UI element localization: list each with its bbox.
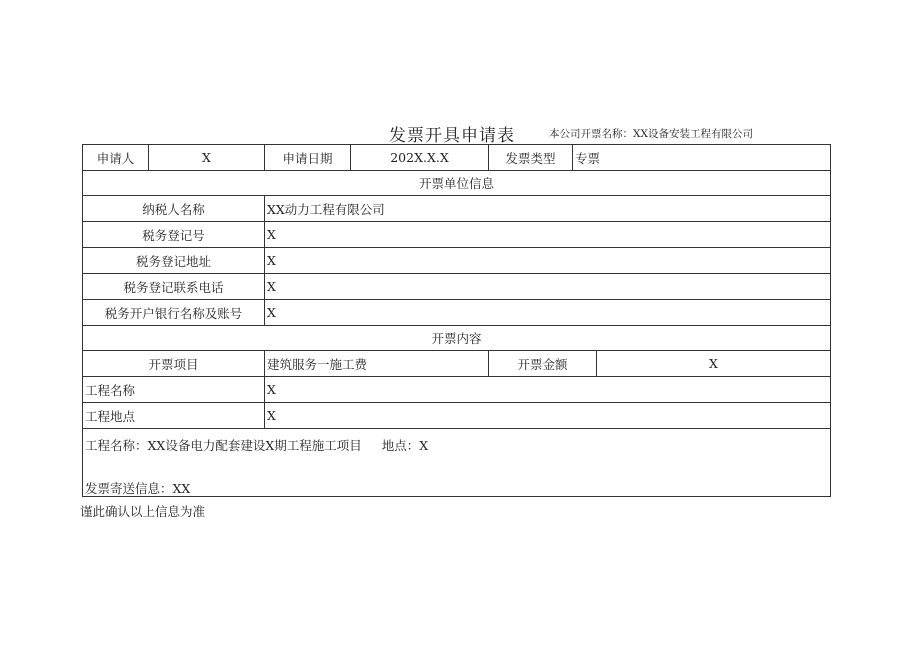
application-date-label: 申请日期 (265, 145, 351, 171)
billing-unit-section-row (83, 171, 831, 196)
delivery-value: XX (172, 481, 191, 496)
applicant-row (83, 145, 831, 171)
notes-cell (83, 429, 831, 497)
location-value: X (419, 438, 429, 453)
tax-registration-number-value: X (265, 222, 831, 248)
tax-registration-address-label: 税务登记地址 (83, 248, 265, 274)
delivery-line (85, 479, 190, 497)
bank-account-row (83, 300, 831, 326)
billing-unit-section-title: 开票单位信息 (83, 171, 831, 196)
project-name-label: 工程名称 (83, 377, 265, 403)
project-line-value: XX设备电力配套建设X期工程施工项目 (147, 438, 362, 453)
project-name-value: X (265, 377, 831, 403)
notes-row (83, 429, 831, 497)
billing-item-label: 开票项目 (83, 351, 265, 377)
taxpayer-name-label: 纳税人名称 (83, 196, 265, 222)
tax-registration-phone-label: 税务登记联系电话 (83, 274, 265, 300)
bank-account-label: 税务开户银行名称及账号 (83, 300, 265, 326)
bank-account-value: X (265, 300, 831, 326)
confirmation-text: 谨此确认以上信息为准 (80, 504, 206, 519)
project-site-value: X (265, 403, 831, 429)
tax-registration-number-row (83, 222, 831, 248)
applicant-label: 申请人 (83, 145, 149, 171)
project-name-row (83, 377, 831, 403)
taxpayer-name-row (83, 196, 831, 222)
project-line (85, 436, 428, 454)
tax-registration-phone-row (83, 274, 831, 300)
project-site-label: 工程地点 (83, 403, 265, 429)
billing-item-row (83, 351, 831, 377)
project-site-row (83, 403, 831, 429)
company-invoice-name: 本公司开票名称：XX设备安装工程有限公司 (549, 128, 753, 140)
invoice-type-value: 专票 (573, 145, 831, 171)
tax-registration-address-value: X (265, 248, 831, 274)
tax-registration-phone-value: X (265, 274, 831, 300)
delivery-label: 发票寄送信息： (85, 481, 173, 496)
application-date-value: 202X.X.X (351, 145, 489, 171)
location-label: 地点： (381, 438, 420, 453)
applicant-value: X (149, 145, 265, 171)
billing-amount-label: 开票金额 (489, 351, 597, 377)
tax-registration-number-label: 税务登记号 (83, 222, 265, 248)
form-title: 发票开具申请表 (389, 126, 515, 146)
tax-registration-address-row (83, 248, 831, 274)
billing-item-value: 建筑服务一施工费 (265, 351, 489, 377)
billing-content-section-title: 开票内容 (83, 326, 831, 351)
billing-content-section-row (83, 326, 831, 351)
invoice-application-table (82, 144, 831, 497)
billing-amount-value: X (597, 351, 831, 377)
project-line-label: 工程名称： (85, 438, 148, 453)
taxpayer-name-value: XX动力工程有限公司 (265, 196, 831, 222)
invoice-type-label: 发票类型 (489, 145, 573, 171)
